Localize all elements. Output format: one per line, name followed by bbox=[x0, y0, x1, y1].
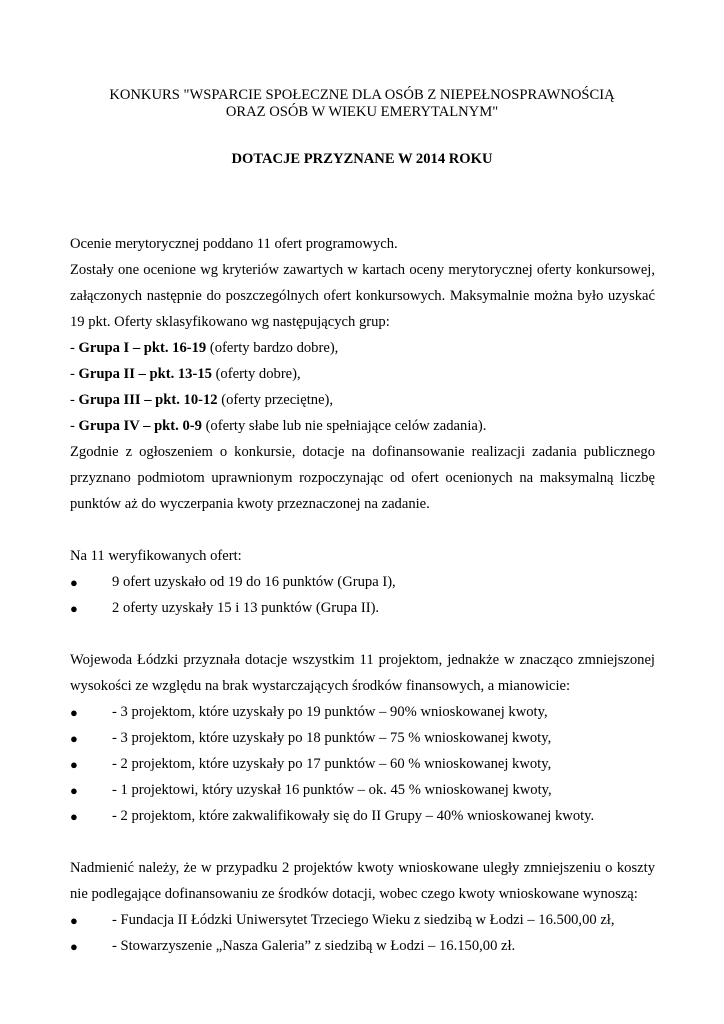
group-item: - Grupa II – pkt. 13-15 (oferty dobre), bbox=[70, 366, 301, 382]
list-item: - Fundacja II Łódzki Uniwersytet Trzeciego Wieku z siedzibą w Łodzi – 16.500,00 zł, bbox=[112, 912, 615, 928]
intro-paragraph-2-line-3: 19 pkt. Oferty sklasyfikowano wg następujących grup: bbox=[70, 314, 390, 330]
zgodnie-paragraph-line-1: Zgodnie z ogłoszeniem o konkursie, dotacje na dofinansowanie realizacji zadania publicznego bbox=[70, 444, 655, 460]
bullet-icon: ● bbox=[70, 939, 78, 954]
bullet-icon: ● bbox=[70, 601, 78, 616]
list-item: - 1 projektowi, który uzyskał 16 punktów – ok. 45 % wnioskowanej kwoty, bbox=[112, 782, 552, 798]
list-item: - Stowarzyszenie „Nasza Galeria” z siedzibą w Łodzi – 16.150,00 zł. bbox=[112, 938, 516, 954]
intro-paragraph-2-line-2: załączonych następnie do poszczególnych ofert konkursowych. Maksymalnie można było uzyskać bbox=[70, 288, 655, 304]
list-item: - 3 projektom, które uzyskały po 19 punktów – 90% wnioskowanej kwoty, bbox=[112, 704, 548, 720]
nadmienic-paragraph-line-2: nie podlegające dofinansowaniu ze środków dotacji, wobec czego kwoty wnioskowane wynoszą: bbox=[70, 886, 638, 902]
list-item: 9 ofert uzyskało od 19 do 16 punktów (Grupa I), bbox=[112, 574, 396, 590]
bullet-icon: ● bbox=[70, 809, 78, 824]
document-title-line-1: KONKURS "WSPARCIE SPOŁECZNE DLA OSÓB Z NIEPEŁNOSPRAWNOŚCIĄ bbox=[109, 87, 615, 103]
group-item: - Grupa I – pkt. 16-19 (oferty bardzo dobre), bbox=[70, 340, 339, 356]
zgodnie-paragraph-line-3: punktów aż do wyczerpania kwoty przeznaczonej na zadanie. bbox=[70, 496, 430, 512]
bullet-icon: ● bbox=[70, 731, 78, 746]
intro-paragraph-1: Ocenie merytorycznej poddano 11 ofert programowych. bbox=[70, 236, 398, 252]
document-subtitle: DOTACJE PRZYZNANE W 2014 ROKU bbox=[231, 151, 493, 167]
verified-lead: Na 11 weryfikowanych ofert: bbox=[70, 548, 242, 564]
bullet-icon: ● bbox=[70, 757, 78, 772]
wojewoda-paragraph-line-2: wysokości ze względu na brak wystarczających środków finansowych, a mianowicie: bbox=[70, 678, 571, 694]
bullet-icon: ● bbox=[70, 575, 78, 590]
group-item: - Grupa IV – pkt. 0-9 (oferty słabe lub nie spełniające celów zadania). bbox=[70, 418, 487, 434]
group-item: - Grupa III – pkt. 10-12 (oferty przeciętne), bbox=[70, 392, 334, 408]
wojewoda-paragraph-line-1: Wojewoda Łódzki przyznała dotacje wszystkim 11 projektom, jednakże w znacząco zmniejszonej bbox=[70, 652, 655, 668]
list-item: - 2 projektom, które uzyskały po 17 punktów – 60 % wnioskowanej kwoty, bbox=[112, 756, 552, 772]
document-title-line-2: ORAZ OSÓB W WIEKU EMERYTALNYM" bbox=[225, 104, 499, 120]
nadmienic-paragraph-line-1: Nadmienić należy, że w przypadku 2 projektów kwoty wnioskowane uległy zmniejszeniu o koszty bbox=[70, 860, 655, 876]
bullet-icon: ● bbox=[70, 913, 78, 928]
zgodnie-paragraph-line-2: przyznano podmiotom uprawnionym rozpoczynając od ofert ocenionych na maksymalną liczbę bbox=[70, 470, 655, 486]
bullet-icon: ● bbox=[70, 783, 78, 798]
bullet-icon: ● bbox=[70, 705, 78, 720]
intro-paragraph-2-line-1: Zostały one ocenione wg kryteriów zawartych w kartach oceny merytorycznej oferty konkursowej, bbox=[70, 262, 655, 278]
list-item: 2 oferty uzyskały 15 i 13 punktów (Grupa II). bbox=[112, 600, 380, 616]
list-item: - 2 projektom, które zakwalifikowały się do II Grupy – 40% wnioskowanej kwoty. bbox=[112, 808, 595, 824]
list-item: - 3 projektom, które uzyskały po 18 punktów – 75 % wnioskowanej kwoty, bbox=[112, 730, 552, 746]
